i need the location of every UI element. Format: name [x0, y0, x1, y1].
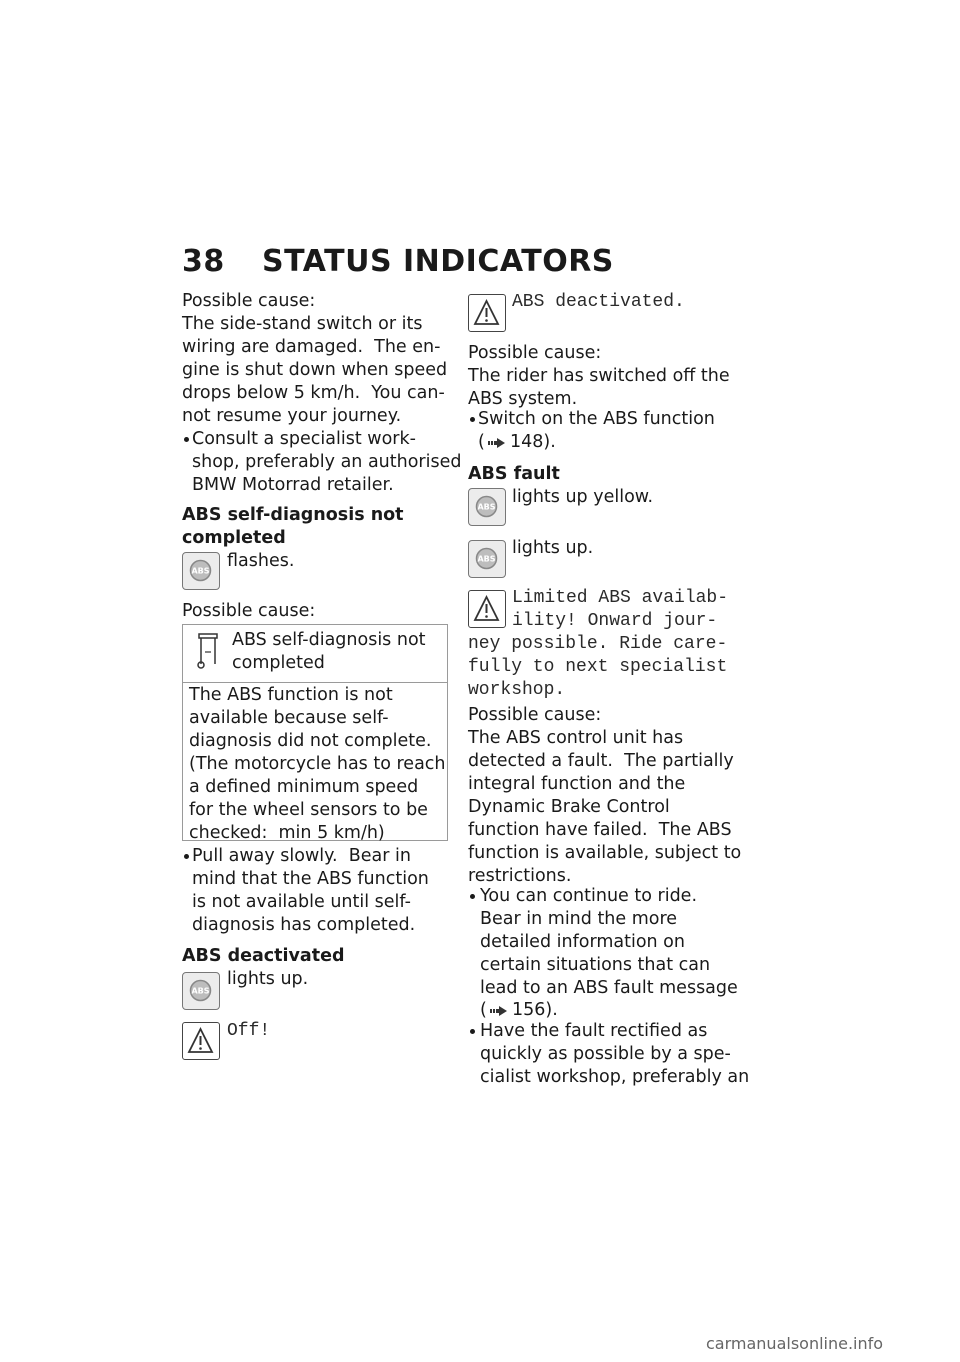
bullet-dot — [184, 854, 189, 859]
cause-line: Possible cause: — [468, 343, 602, 363]
intro-line: not resume your journey. — [182, 406, 402, 426]
page-number: 38 — [182, 244, 225, 279]
reference-page[interactable]: 148). — [510, 432, 556, 452]
cause-line: function have failed. The ABS — [468, 820, 732, 840]
bullet-dot — [470, 1029, 475, 1034]
bullet-dot — [184, 437, 189, 442]
bullet-line: quickly as possible by a spe- — [480, 1044, 731, 1064]
lights-up-text: lights up. — [227, 969, 309, 989]
lights-up-yellow-text: lights up yellow. — [512, 487, 654, 507]
bullet-line: detailed information on — [480, 932, 685, 952]
cause-line: restrictions. — [468, 866, 572, 886]
svg-text:ABS: ABS — [191, 566, 210, 576]
svg-text:ABS: ABS — [477, 554, 496, 564]
abs-lamp-icon — [468, 488, 506, 526]
warning-triangle-icon — [468, 294, 506, 332]
reference-open: ( — [480, 1000, 487, 1020]
section-title-abs-deactivated: ABS deactivated — [182, 946, 345, 966]
intro-line: drops below 5 km/h. You can- — [182, 383, 445, 403]
display-message-limited-abs: fully to next specialist — [468, 657, 728, 677]
bullet-dot — [470, 417, 475, 422]
abs-lamp-icon — [468, 540, 506, 578]
section-title-abs-self-diagnosis: ABS self-diagnosis not — [182, 505, 404, 525]
reference-open: ( — [478, 432, 485, 452]
reference-arrow-icon — [489, 1003, 509, 1017]
reference-arrow-icon — [487, 435, 507, 449]
bullet-dot — [470, 894, 475, 899]
cause-line: The rider has switched off the — [468, 366, 730, 386]
bullet-line: mind that the ABS function — [192, 869, 429, 889]
bullet-line: is not available until self- — [192, 892, 411, 912]
bullet-line: Have the fault rectified as — [480, 1021, 708, 1041]
box-body-line: available because self- — [189, 708, 389, 728]
display-message-limited-abs: Limited ABS availab- — [512, 588, 729, 608]
service-tool-icon — [196, 632, 222, 670]
watermark: carmanualsonline.info — [706, 1334, 884, 1353]
box-body-line: (The motorcycle has to reach — [189, 754, 446, 774]
intro-line: Possible cause: — [182, 291, 316, 311]
box-title: ABS self-diagnosis not — [232, 630, 426, 650]
box-body-line: checked: min 5 km/h) — [189, 823, 385, 843]
bullet-line: Bear in mind the more — [480, 909, 678, 929]
warning-triangle-icon — [468, 590, 506, 628]
cause-line: integral function and the — [468, 774, 686, 794]
abs-lamp-icon — [182, 972, 220, 1010]
display-message-off: Off! — [227, 1021, 271, 1041]
cause-line: detected a fault. The partially — [468, 751, 734, 771]
bullet-line: Pull away slowly. Bear in — [192, 846, 411, 866]
display-message-limited-abs: ney possible. Ride care- — [468, 634, 728, 654]
bullet-line: Switch on the ABS function — [478, 409, 715, 429]
display-message-limited-abs: ility! Onward jour- — [512, 611, 718, 631]
bullet-line: cialist workshop, preferably an — [480, 1067, 750, 1087]
cause-line: The ABS control unit has — [468, 728, 684, 748]
box-body-line: The ABS function is not — [189, 685, 393, 705]
bullet-line: You can continue to ride. — [480, 886, 698, 906]
bullet-line: diagnosis has completed. — [192, 915, 416, 935]
lights-up-text: lights up. — [512, 538, 594, 558]
box-body-line: diagnosis did not complete. — [189, 731, 432, 751]
box-body-line: a defined minimum speed — [189, 777, 419, 797]
bullet-line: BMW Motorrad retailer. — [192, 475, 394, 495]
svg-text:ABS: ABS — [191, 986, 210, 996]
section-title-abs-fault: ABS fault — [468, 464, 560, 484]
display-message-limited-abs: workshop. — [468, 680, 566, 700]
section-title-abs-self-diagnosis: completed — [182, 528, 286, 548]
warning-triangle-icon — [182, 1022, 220, 1060]
cause-line: Possible cause: — [468, 705, 602, 725]
bullet-line: Consult a specialist work- — [192, 429, 416, 449]
cause-line: ABS system. — [468, 389, 578, 409]
cause-line: function is available, subject to — [468, 843, 742, 863]
bullet-line: lead to an ABS fault message — [480, 978, 738, 998]
flashes-text: flashes. — [227, 551, 295, 571]
intro-line: wiring are damaged. The en- — [182, 337, 441, 357]
intro-line: The side-stand switch or its — [182, 314, 423, 334]
cause-line: Dynamic Brake Control — [468, 797, 670, 817]
box-title: completed — [232, 653, 325, 673]
reference-page[interactable]: 156). — [512, 1000, 558, 1020]
svg-text:ABS: ABS — [477, 502, 496, 512]
bullet-line: certain situations that can — [480, 955, 711, 975]
abs-lamp-icon — [182, 552, 220, 590]
intro-line: gine is shut down when speed — [182, 360, 448, 380]
bullet-line: shop, preferably an authorised — [192, 452, 462, 472]
box-body-line: for the wheel sensors to be — [189, 800, 428, 820]
display-message-abs-deactivated: ABS deactivated. — [512, 292, 685, 312]
possible-cause-label: Possible cause: — [182, 601, 316, 621]
page-title: STATUS INDICATORS — [262, 244, 614, 279]
